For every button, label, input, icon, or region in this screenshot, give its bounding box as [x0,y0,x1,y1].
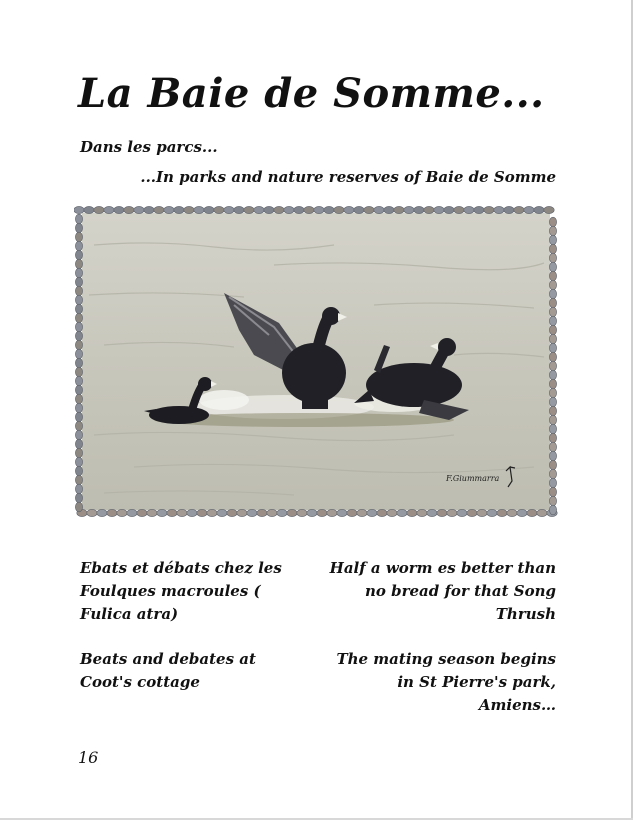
pebble [297,509,307,516]
pebble [404,206,414,213]
pebble [549,244,556,254]
pebble [217,509,227,516]
pebble [549,298,556,308]
pebble [127,509,137,516]
pebble [75,439,82,449]
pebble [75,475,82,485]
pebble [75,313,82,323]
pebble [147,509,157,516]
pebble [277,509,287,516]
pebble [437,509,447,516]
pebble [75,385,82,395]
pebble [549,280,556,290]
subtitle-english: ...In parks and nature reserves of Baie de Somme [140,168,556,186]
pebble [144,206,154,213]
pebble [75,367,82,377]
pebble [174,206,184,213]
pebble [549,307,556,317]
pebble [75,421,82,431]
pebble [224,206,234,213]
pebble [254,206,264,213]
pebble [75,457,82,467]
pebble [75,502,82,512]
subtitle-french: Dans les parcs... [80,138,218,156]
pebble [307,509,317,516]
pebble [334,206,344,213]
pebble [327,509,337,516]
pebble [549,478,556,488]
pebble [357,509,367,516]
pebble [75,358,82,368]
pebble [467,509,477,516]
photographer-signature: F.Giummarra [446,474,500,483]
pebble [527,509,537,516]
pebble [549,235,556,245]
pebble [414,206,424,213]
pebble [347,509,357,516]
pebble [444,206,454,213]
pebble [154,206,164,213]
pebble [484,206,494,213]
pebble [549,217,556,227]
pebble [394,206,404,213]
pebble [247,509,257,516]
pebble [294,206,304,213]
pebble [164,206,174,213]
pebble [227,509,237,516]
pebble [377,509,387,516]
pebble [267,509,277,516]
pebble [549,262,556,272]
pebble [214,206,224,213]
pebble [477,509,487,516]
pebble [124,206,134,213]
pebble [549,397,556,407]
pebble [237,509,247,516]
pebble [549,352,556,362]
pebble [75,466,82,476]
pebble [387,509,397,516]
pebble [434,206,444,213]
pebble [494,206,504,213]
pebble [374,206,384,213]
pebble [184,206,194,213]
pebble [75,259,82,269]
pebble [549,361,556,371]
pebble [75,430,82,440]
pebble [75,349,82,359]
pebble [549,460,556,470]
pebble [74,206,84,213]
pebble [549,451,556,461]
caption-left [80,557,310,716]
pebble [384,206,394,213]
pebble [417,509,427,516]
pebble [75,448,82,458]
pebble [75,295,82,305]
pebble [504,206,514,213]
pebble [549,442,556,452]
pebble [474,206,484,213]
pebble [75,394,82,404]
pebble [487,509,497,516]
pebble [75,214,82,224]
pebble [167,509,177,516]
pebble [75,331,82,341]
pebble [274,206,284,213]
pebble [75,223,82,233]
pebble [524,206,534,213]
caption-left-english: Beats and debates at Coot's cottage [80,650,256,691]
pebble [549,424,556,434]
pebble [549,343,556,353]
pebble [457,509,467,516]
pebble [137,509,147,516]
pebble [75,403,82,413]
pebble [517,509,527,516]
pebble [187,509,197,516]
pebble [549,316,556,326]
coot-photo [74,205,558,518]
pebble [157,509,167,516]
pebble [134,206,144,213]
pebble [549,271,556,281]
pebble [549,289,556,299]
pebble [75,304,82,314]
pebble [549,379,556,389]
pebble [549,415,556,425]
caption-right [326,557,556,739]
pebble [94,206,104,213]
pebble [549,325,556,335]
caption-right-first: Half a worm es better than no bread for that Song Thrush [329,559,556,623]
pebble [454,206,464,213]
caption-right-second: The mating season begins in St Pierre's park, Amiens… [336,650,556,714]
pebble [234,206,244,213]
pebble [549,433,556,443]
pebble [549,505,556,515]
pebble [287,509,297,516]
pebble [549,334,556,344]
pebble [75,412,82,422]
pebble [337,509,347,516]
pebble [549,388,556,398]
pebble [397,509,407,516]
pebble [367,509,377,516]
pebble [549,487,556,497]
pebble [75,340,82,350]
pebble [549,370,556,380]
pebble [75,286,82,296]
pebble [75,484,82,494]
pebble [75,232,82,242]
pebble [117,509,127,516]
pebble [324,206,334,213]
pebble [75,277,82,287]
pebble [407,509,417,516]
pebble [514,206,524,213]
pebble [207,509,217,516]
pebble [284,206,294,213]
pebble [344,206,354,213]
pebble [534,206,544,213]
pebble [264,206,274,213]
pebble [424,206,434,213]
pebble [549,496,556,506]
pebble [75,322,82,332]
pebble [354,206,364,213]
pebble [194,206,204,213]
pebble [75,268,82,278]
pebble [314,206,324,213]
pebble [364,206,374,213]
pebble [507,509,517,516]
pebble [75,376,82,386]
page-title: La Baie de Somme... [78,70,545,117]
pebble [177,509,187,516]
pebble [497,509,507,516]
pebble [257,509,267,516]
pebble [75,241,82,251]
pebble [549,469,556,479]
pebble [197,509,207,516]
pebble [427,509,437,516]
pebble [549,253,556,263]
pebble [537,509,547,516]
pebble [75,250,82,260]
pebble [204,206,214,213]
pebble [464,206,474,213]
pebble [84,206,94,213]
pebble [549,406,556,416]
pebble [104,206,114,213]
pebble [114,206,124,213]
pebble [75,493,82,503]
pebble [447,509,457,516]
pebble [317,509,327,516]
pebble [87,509,97,516]
page-number: 16 [78,748,99,767]
pebble [549,226,556,236]
pebble [97,509,107,516]
pebble [107,509,117,516]
caption-left-french: Ebats et débats chez les Foulques macroules ( Fulica atra) [80,559,282,623]
pebble [304,206,314,213]
pebble [544,206,554,213]
pebble [244,206,254,213]
